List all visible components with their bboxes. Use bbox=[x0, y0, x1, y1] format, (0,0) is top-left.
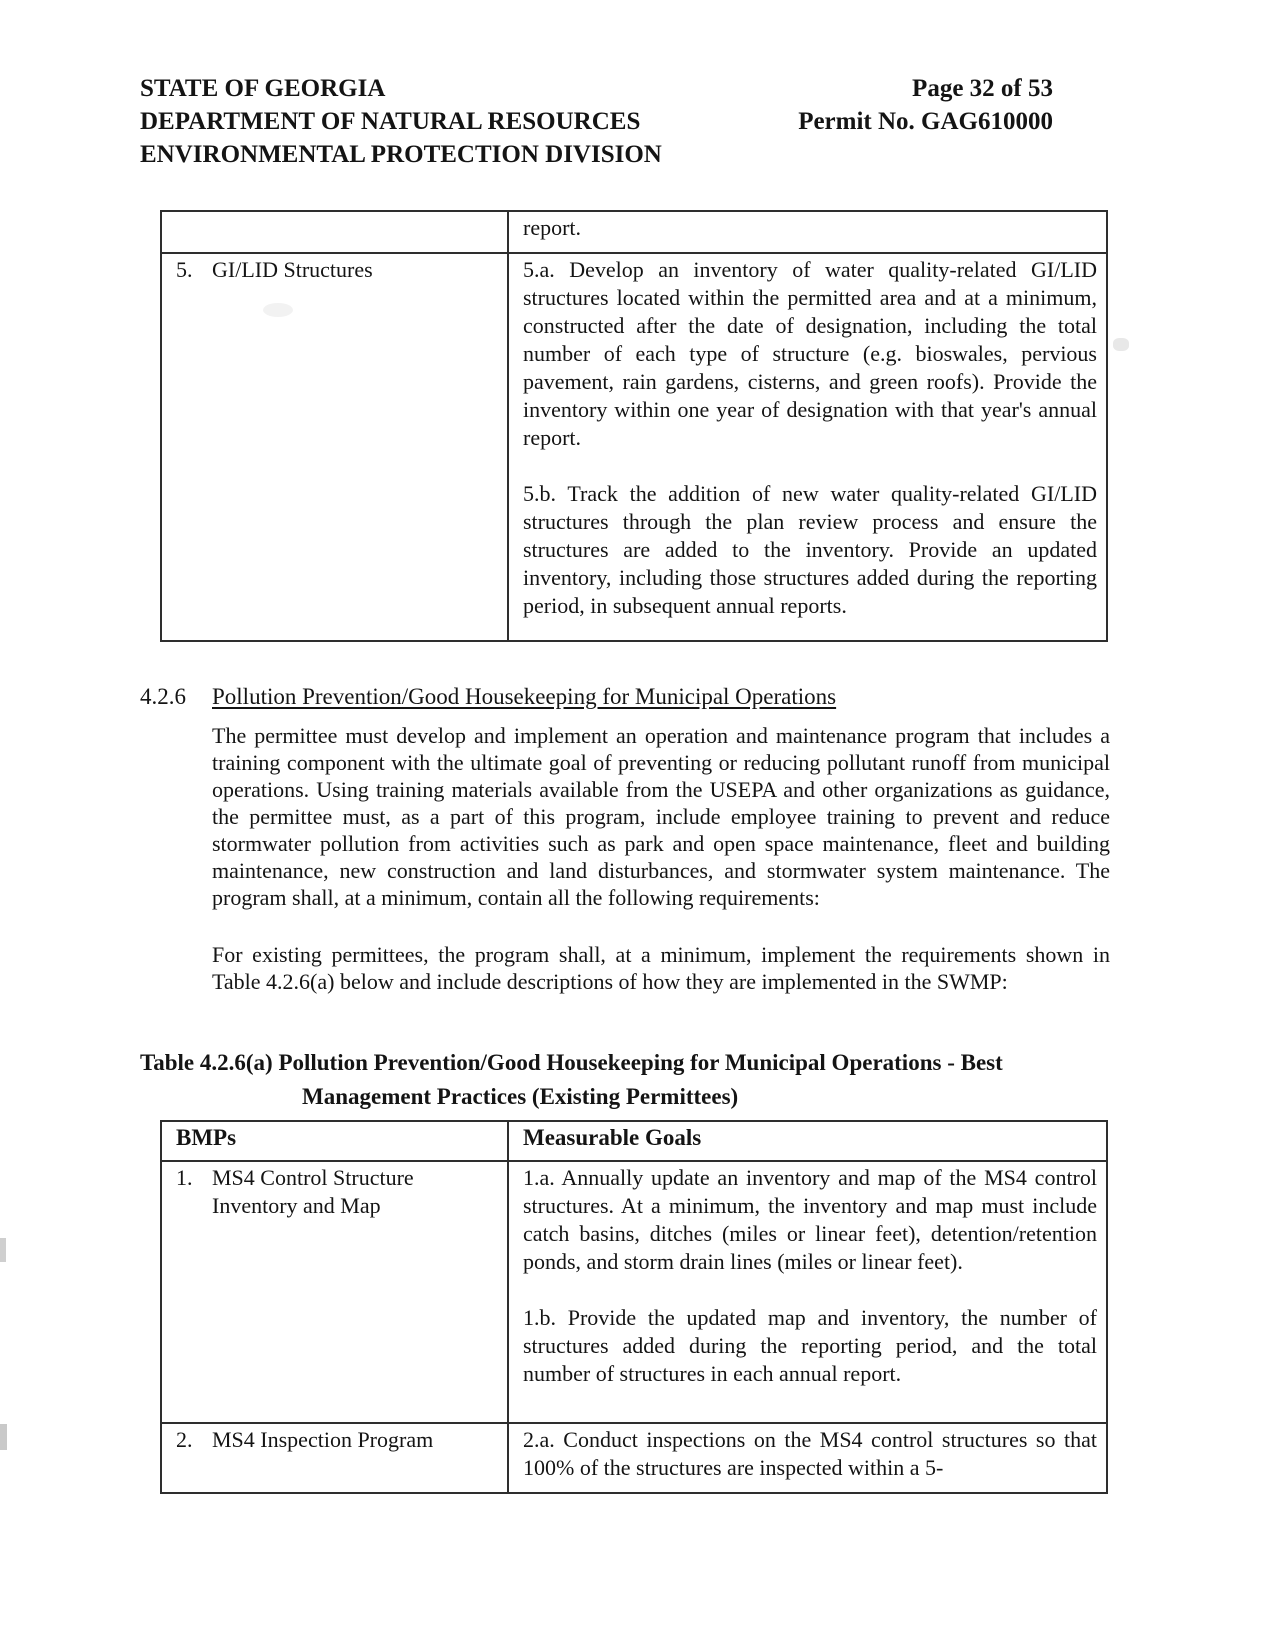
bmp-label: MS4 Inspection Program bbox=[212, 1427, 434, 1452]
section-4-2-6 bbox=[140, 682, 1112, 995]
bmp-number: 1. bbox=[176, 1165, 193, 1190]
header-line-division: ENVIRONMENTAL PROTECTION DIVISION bbox=[140, 141, 662, 168]
table-row bbox=[161, 1423, 1107, 1493]
goal-text: 2.a. Conduct inspections on the MS4 control structures so that 100% of the structures are inspected within a 5- bbox=[523, 1427, 1097, 1480]
column-header-bmps: BMPs bbox=[161, 1121, 508, 1161]
table-row bbox=[161, 211, 1107, 253]
bmp-label: MS4 Control Structure bbox=[212, 1165, 414, 1190]
header-line-state: STATE OF GEORGIA bbox=[140, 75, 386, 102]
section-number: 4.2.6 bbox=[140, 684, 186, 709]
table-caption-line1: Table 4.2.6(a) Pollution Prevention/Good Housekeeping for Municipal Operations - Best bbox=[140, 1050, 1003, 1075]
bmp-table bbox=[160, 1120, 1108, 1494]
agency-header bbox=[140, 72, 662, 171]
table-caption-line2: Management Practices (Existing Permittees) bbox=[302, 1084, 739, 1109]
goal-text: 5.a. Develop an inventory of water quality-related GI/LID structures located within the permitted area and at a minimum, constructed after the date of designation, including the total number of each type of structure (e.g. bioswales, pervious pavement, rain gardens, cisterns, and green roofs). Provide the inventory within one year of designation with that year's annual report. bbox=[523, 257, 1097, 450]
bmp-cell-empty bbox=[161, 211, 508, 253]
goal-text: 1.b. Provide the updated map and inventory, the number of structures added during the reporting period, and the total number of structures in each annual report. bbox=[523, 1305, 1097, 1386]
goal-cell bbox=[508, 1161, 1107, 1423]
permit-number: Permit No. GAG610000 bbox=[798, 108, 1053, 135]
goal-text: report. bbox=[523, 215, 582, 240]
bmp-cell bbox=[161, 253, 508, 641]
bmp-number: 2. bbox=[176, 1427, 193, 1452]
scan-artifact bbox=[0, 1238, 6, 1262]
section-title: Pollution Prevention/Good Housekeeping for Municipal Operations bbox=[212, 684, 837, 709]
page-number: Page 32 of 53 bbox=[912, 75, 1053, 102]
scan-artifact bbox=[1113, 338, 1129, 351]
goal-text: 5.b. Track the addition of new water quality-related GI/LID structures through the plan review process and ensure the structures are added to the inventory. Provide an updated inventory, including those structures added during the reporting period, in subsequent annual reports. bbox=[523, 481, 1097, 618]
table-caption bbox=[140, 1046, 1112, 1114]
goal-text: 1.a. Annually update an inventory and map of the MS4 control structures. At a minimum, the inventory and map must include catch basins, ditches (miles or linear feet), detention/retention ponds, and storm drain lines (miles or linear feet). bbox=[523, 1165, 1097, 1274]
goal-cell bbox=[508, 253, 1107, 641]
bmp-label: Inventory and Map bbox=[212, 1193, 381, 1218]
header-line-department: DEPARTMENT OF NATURAL RESOURCES bbox=[140, 108, 641, 135]
bmp-cell bbox=[161, 1423, 508, 1493]
section-paragraph: The permittee must develop and implement an operation and maintenance program that includes a training component with the ultimate goal of preventing or reducing pollutant runoff from municipal operations. Using training materials available from the USEPA and other organizations as guidance, the permittee must, as a part of this program, include employee training to prevent and reduce stormwater pollution from activities such as park and open space maintenance, fleet and building maintenance, new construction and land disturbances, and stormwater system maintenance. The program shall, at a minimum, contain all the following requirements: bbox=[212, 723, 1110, 910]
goal-cell bbox=[508, 1423, 1107, 1493]
column-header-measurable-goals: Measurable Goals bbox=[508, 1121, 1107, 1161]
bmp-label: GI/LID Structures bbox=[212, 257, 373, 282]
scan-artifact bbox=[0, 1424, 7, 1450]
page-permit-header bbox=[653, 72, 1053, 138]
goal-cell bbox=[508, 211, 1107, 253]
continued-bmp-table bbox=[160, 210, 1108, 642]
bmp-cell bbox=[161, 1161, 508, 1423]
table-header-row bbox=[161, 1121, 1107, 1161]
section-paragraph: For existing permittees, the program shall, at a minimum, implement the requirements shown in Table 4.2.6(a) below and include descriptions of how they are implemented in the SWMP: bbox=[212, 942, 1110, 994]
table-row bbox=[161, 253, 1107, 641]
table-row bbox=[161, 1161, 1107, 1423]
bmp-number: 5. bbox=[176, 257, 193, 282]
